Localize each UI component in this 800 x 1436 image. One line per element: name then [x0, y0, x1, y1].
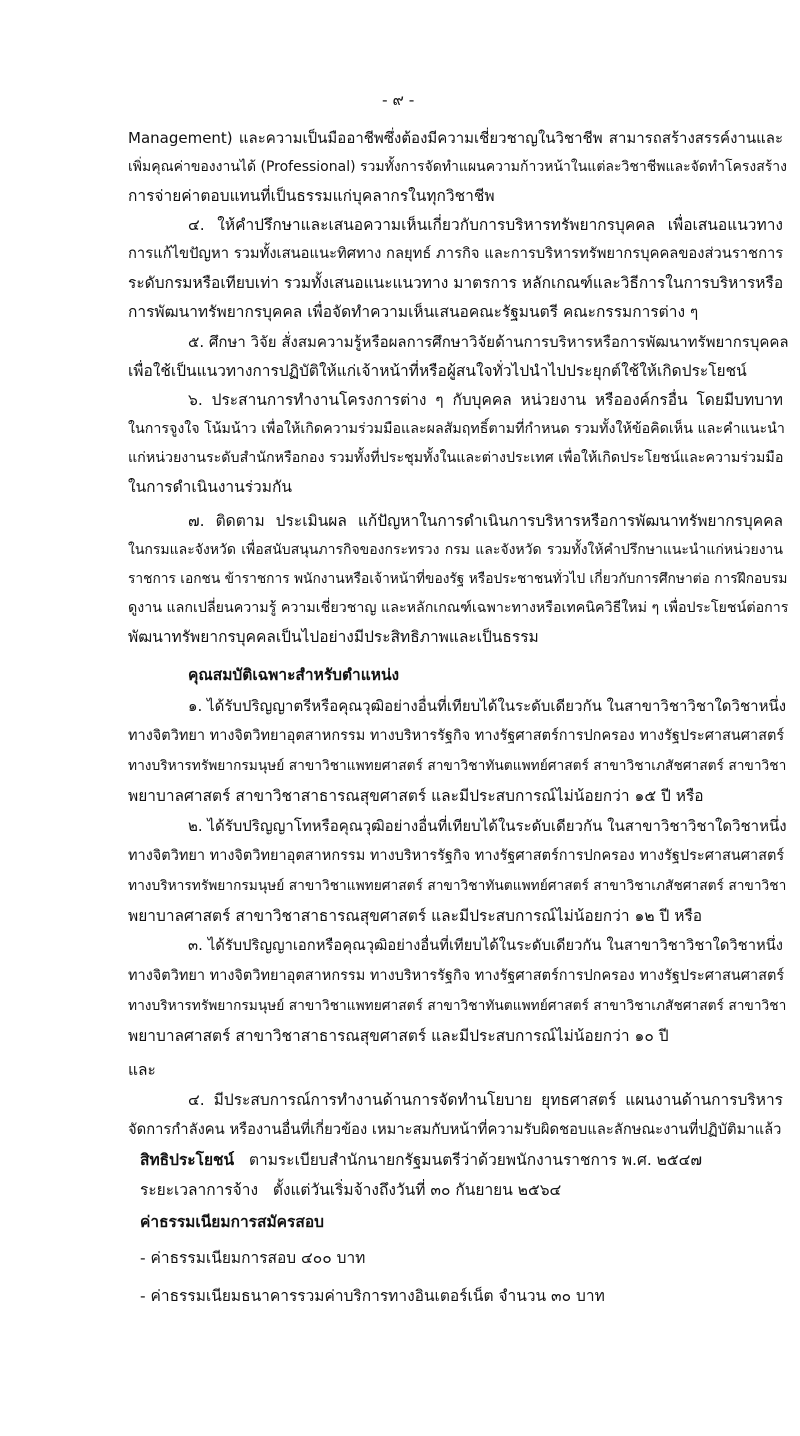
text-line: ๓. ได้รับปริญญาเอกหรือคุณวุฒิอย่างอื่นที่เทียบได้ในระดับเดียวกัน ในสาขาวิชาวิชาใดวิชาหนึ่ง: [188, 937, 783, 954]
benefits-text: ตามระเบียบสำนักนายกรัฐมนตรีว่าด้วยพนักงานราชการ พ.ศ. ๒๕๔๗: [248, 1151, 703, 1169]
benefits-row: [140, 1148, 702, 1172]
text-line: เพื่อใช้เป็นแนวทางการปฏิบัติให้แก่เจ้าหน้าที่หรือผู้สนใจทั่วไปนำไปประยุกต์ใช้ให้เกิดประโยชน์: [128, 362, 747, 380]
text-line: ในการจูงใจ โน้มน้าว เพื่อให้เกิดความร่วมมือและผลสัมฤทธิ์ตามที่กำหนด รวมทั้งให้ข้อคิดเห็น และคำแนะนำ: [128, 421, 785, 437]
text-line: ในการดำเนินงานร่วมกัน: [128, 478, 292, 496]
text-line: เพิ่มคุณค่าของงานได้ (Professional) รวมทั้งการจัดทำแผนความก้าวหน้าในแต่ละวิชาชีพและจัดทำโครงสร้าง: [128, 159, 787, 175]
text-line: จัดการกำลังคน หรืองานอื่นที่เกี่ยวข้อง เหมาะสมกับหน้าที่ความรับผิดชอบและลักษณะงานที่ปฏิบัติมาแล้ว: [128, 1121, 782, 1138]
text-line: ทางจิตวิทยา ทางจิตวิทยาอุตสาหกรรม ทางบริหารรัฐกิจ ทางรัฐศาสตร์การปกครอง ทางรัฐประศาสนศาสตร์: [128, 728, 785, 744]
text-line: ดูงาน แลกเปลี่ยนความรู้ ความเชี่ยวชาญ และหลักเกณฑ์เฉพาะทางหรือเทคนิควิธีใหม่ ๆ เพื่อประโยชน์ต่อการ: [128, 600, 789, 616]
text-line: ๕. ศึกษา วิจัย สั่งสมความรู้หรือผลการศึกษาวิจัยด้านการบริหารหรือการพัฒนาทรัพยากรบุคคล: [188, 333, 789, 351]
text-line: ระดับกรมหรือเทียบเท่า รวมทั้งเสนอแนะแนวทาง มาตรการ หลักเกณฑ์และวิธีการในการบริหารหรือ: [128, 274, 784, 292]
fee-item: - ค่าธรรมเนียมธนาคารรวมค่าบริการทางอินเตอร์เน็ต จำนวน ๓๐ บาท: [140, 1287, 605, 1305]
text-line: พยาบาลศาสตร์ สาขาวิชาสาธารณสุขศาสตร์ และมีประสบการณ์ไม่น้อยกว่า ๑๒ ปี หรือ: [128, 907, 703, 925]
text-line: ทางบริหารทรัพยากรมนุษย์ สาขาวิชาแพทยศาสตร์ สาขาวิชาทันตแพทย์ศาสตร์ สาขาวิชาเภสัชศาสตร์ สาขาวิชา: [128, 878, 787, 894]
text-line: แก่หน่วยงานระดับสำนักหรือกอง รวมทั้งที่ประชุมทั้งในและต่างประเทศ เพื่อให้เกิดประโยชน์และความร่วมมือ: [128, 450, 784, 466]
text-line: การแก้ไขปัญหา รวมทั้งเสนอแนะทิศทาง กลยุทธ์ ภารกิจ และการบริหารทรัพยากรบุคคลของส่วนราชการ: [128, 245, 784, 262]
text-line: ๗. ติดตาม ประเมินผล แก้ปัญหาในการดำเนินการบริหารหรือการพัฒนาทรัพยากรบุคคล: [188, 512, 783, 530]
text-line: พัฒนาทรัพยากรบุคคลเป็นไปอย่างมีประสิทธิภาพและเป็นธรรม: [128, 628, 539, 646]
text-line: ทางจิตวิทยา ทางจิตวิทยาอุตสาหกรรม ทางบริหารรัฐกิจ ทางรัฐศาสตร์การปกครอง ทางรัฐประศาสนศาสตร์: [128, 848, 785, 864]
and-label: และ: [128, 1061, 156, 1079]
text-line: ๒. ได้รับปริญญาโทหรือคุณวุฒิอย่างอื่นที่เทียบได้ในระดับเดียวกัน ในสาขาวิชาวิชาใดวิชาหนึ่ง: [188, 817, 787, 835]
text-line: การจ่ายค่าตอบแทนที่เป็นธรรมแก่บุคลากรในทุกวิชาชีพ: [128, 187, 495, 205]
text-line: พยาบาลศาสตร์ สาขาวิชาสาธารณสุขศาสตร์ และมีประสบการณ์ไม่น้อยกว่า ๑๐ ปี: [128, 1027, 669, 1045]
text-line: ๑. ได้รับปริญญาตรีหรือคุณวุฒิอย่างอื่นที่เทียบได้ในระดับเดียวกัน ในสาขาวิชาวิชาใดวิชาหนึ่ง: [188, 697, 787, 715]
text-line: ๖. ประสานการทำงานโครงการต่าง ๆ กับบุคคล หน่วยงาน หรือองค์กรอื่น โดยมีบทบาท: [188, 391, 783, 409]
fees-heading: ค่าธรรมเนียมการสมัครสอบ: [140, 1213, 324, 1231]
text-line: Management) และความเป็นมืออาชีพซึ่งต้องมีความเชี่ยวชาญในวิชาชีพ สามารถสร้างสรรค์งานและ: [128, 129, 783, 147]
text-line: ทางจิตวิทยา ทางจิตวิทยาอุตสาหกรรม ทางบริหารรัฐกิจ ทางรัฐศาสตร์การปกครอง ทางรัฐประศาสนศาสตร์: [128, 968, 785, 984]
text-line: ทางบริหารทรัพยากรมนุษย์ สาขาวิชาแพทยศาสตร์ สาขาวิชาทันตแพทย์ศาสตร์ สาขาวิชาเภสัชศาสตร์ สาขาวิชา: [128, 998, 787, 1014]
employment-period-text: ตั้งแต่วันเริ่มจ้างถึงวันที่ ๓๐ กันยายน ๒๕๖๔: [272, 1181, 562, 1199]
text-line: ๔. ให้คำปรึกษาและเสนอความเห็นเกี่ยวกับการบริหารทรัพยากรบุคคล เพื่อเสนอแนวทาง: [188, 216, 783, 234]
text-line: ในกรมและจังหวัด เพื่อสนับสนุนภารกิจของกระทรวง กรม และจังหวัด รวมทั้งให้คำปรึกษาแนะนำแก่หน่วยงาน: [128, 542, 783, 558]
page-number: - ๙ -: [382, 91, 415, 109]
benefits-label: สิทธิประโยชน์: [140, 1151, 235, 1169]
text-line: ราชการ เอกชน ข้าราชการ พนักงานหรือเจ้าหน้าที่ของรัฐ หรือประชาชนทั่วไป เกี่ยวกับการศึกษาต่อ การฝึกอบรม: [128, 571, 788, 587]
employment-period-label: ระยะเวลาการจ้าง: [140, 1181, 259, 1199]
text-line: การพัฒนาทรัพยากรบุคคล เพื่อจัดทำความเห็นเสนอคณะรัฐมนตรี คณะกรรมการต่าง ๆ: [128, 303, 699, 321]
text-line: ทางบริหารทรัพยากรมนุษย์ สาขาวิชาแพทยศาสตร์ สาขาวิชาทันตแพทย์ศาสตร์ สาขาวิชาเภสัชศาสตร์ สาขาวิชา: [128, 758, 787, 774]
text-line: พยาบาลศาสตร์ สาขาวิชาสาธารณสุขศาสตร์ และมีประสบการณ์ไม่น้อยกว่า ๑๕ ปี หรือ: [128, 787, 704, 805]
text-line: ๔. มีประสบการณ์การทำงานด้านการจัดทำนโยบาย ยุทธศาสตร์ แผนงานด้านการบริหาร: [188, 1091, 783, 1109]
fee-item: - ค่าธรรมเนียมการสอบ ๔๐๐ บาท: [140, 1249, 366, 1267]
employment-period-row: [140, 1178, 561, 1202]
qualifications-heading: คุณสมบัติเฉพาะสำหรับตำแหน่ง: [188, 666, 400, 684]
